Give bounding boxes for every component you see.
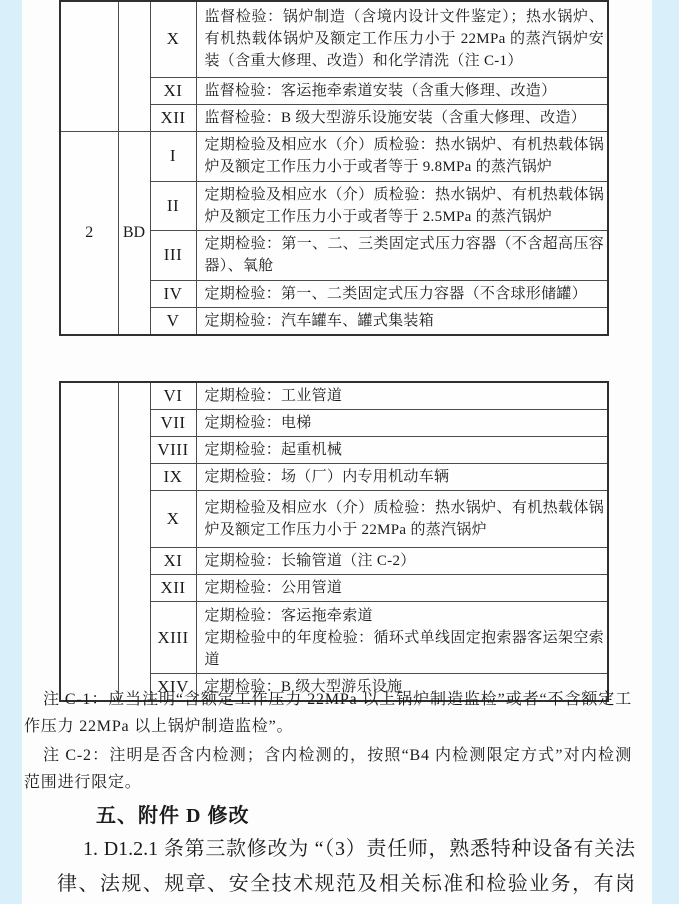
item-description: 定期检验：第一、二、三类固定式压力容器（不含超高压容器）、氧舱 bbox=[196, 230, 608, 280]
footnotes bbox=[24, 686, 632, 798]
item-numeral: XI bbox=[150, 548, 196, 575]
item-description: 监督检验：B 级大型游乐设施安装（含重大修理、改造） bbox=[196, 104, 608, 131]
item-description-line-1: 定期检验：客运拖牵索道 bbox=[204, 607, 373, 624]
body-paragraph: 1. D1.2.1 条第三款修改为 “（3）责任师，熟悉特种设备有关法律、法规、规章、安全技术规范及相关标准和检验业务，有岗 bbox=[57, 838, 635, 895]
seq-cell-empty bbox=[60, 382, 118, 701]
item-numeral: X bbox=[150, 1, 196, 77]
item-description bbox=[196, 602, 608, 674]
item-description: 定期检验：起重机械 bbox=[196, 437, 608, 464]
item-description: 定期检验：工业管道 bbox=[196, 382, 608, 410]
inspection-items-table-upper bbox=[59, 0, 609, 336]
item-numeral: I bbox=[150, 131, 196, 181]
item-numeral: XIII bbox=[150, 602, 196, 674]
entry-code-cell: BD bbox=[118, 131, 150, 335]
item-numeral: II bbox=[150, 181, 196, 230]
item-numeral: XII bbox=[150, 104, 196, 131]
code-cell-empty bbox=[118, 382, 150, 701]
item-numeral: VIII bbox=[150, 437, 196, 464]
item-numeral: VI bbox=[150, 382, 196, 410]
page-margin-strip-right bbox=[652, 0, 679, 904]
item-numeral: X bbox=[150, 491, 196, 548]
item-numeral: IX bbox=[150, 464, 196, 491]
table-row bbox=[60, 131, 608, 181]
item-description: 定期检验：第一、二类固定式压力容器（不含球形储罐） bbox=[196, 280, 608, 307]
seq-cell-empty bbox=[60, 1, 118, 131]
table-row bbox=[60, 382, 608, 410]
item-description: 监督检验：锅炉制造（含境内设计文件鉴定）；热水锅炉、有机热载体锅炉及额定工作压力小于 22MPa 的蒸汽锅炉安装（含重大修理、改造）和化学清洗（注 C-1） bbox=[196, 1, 608, 77]
section-heading: 五、附件 D 修改 bbox=[96, 805, 250, 827]
inspection-items-table-lower bbox=[59, 381, 609, 702]
item-description: 定期检验及相应水（介）质检验：热水锅炉、有机热载体锅炉及额定工作压力小于或者等于 9.8MPa 的蒸汽锅炉 bbox=[196, 131, 608, 181]
item-description: 监督检验：客运拖牵索道安装（含重大修理、改造） bbox=[196, 77, 608, 104]
item-numeral: VII bbox=[150, 410, 196, 437]
table-row bbox=[60, 1, 608, 77]
entry-seq-cell: 2 bbox=[60, 131, 118, 335]
item-numeral: XI bbox=[150, 77, 196, 104]
page-margin-strip-left bbox=[0, 0, 22, 904]
item-description: 定期检验：长输管道（注 C-2） bbox=[196, 548, 608, 575]
item-numeral: III bbox=[150, 230, 196, 280]
item-numeral: XIV bbox=[150, 674, 196, 702]
item-description: 定期检验：公用管道 bbox=[196, 575, 608, 602]
item-description: 定期检验：电梯 bbox=[196, 410, 608, 437]
item-description: 定期检验及相应水（介）质检验：热水锅炉、有机热载体锅炉及额定工作压力小于或者等于 2.5MPa 的蒸汽锅炉 bbox=[196, 181, 608, 230]
item-numeral: V bbox=[150, 307, 196, 335]
item-description: 定期检验：B 级大型游乐设施 bbox=[196, 674, 608, 702]
item-description: 定期检验：汽车罐车、罐式集装箱 bbox=[196, 307, 608, 335]
item-numeral: XII bbox=[150, 575, 196, 602]
item-description: 定期检验及相应水（介）质检验：热水锅炉、有机热载体锅炉及额定工作压力小于 22MPa 的蒸汽锅炉 bbox=[196, 491, 608, 548]
item-description-line-2: 定期检验中的年度检验：循环式单线固定抱索器客运架空索道 bbox=[204, 629, 604, 668]
item-description: 定期检验：场（厂）内专用机动车辆 bbox=[196, 464, 608, 491]
code-cell-empty bbox=[118, 1, 150, 131]
note-c2: 注 C-2：注明是否含内检测；含内检测的，按照“B4 内检测限定方式”对内检测范围进行限定。 bbox=[24, 747, 632, 791]
note-c1: 注 C-1：应当注明“含额定工作压力 22MPa 以上锅炉制造监检”或者“不含额定工作压力 22MPa 以上锅炉制造监检”。 bbox=[24, 691, 632, 735]
item-numeral: IV bbox=[150, 280, 196, 307]
